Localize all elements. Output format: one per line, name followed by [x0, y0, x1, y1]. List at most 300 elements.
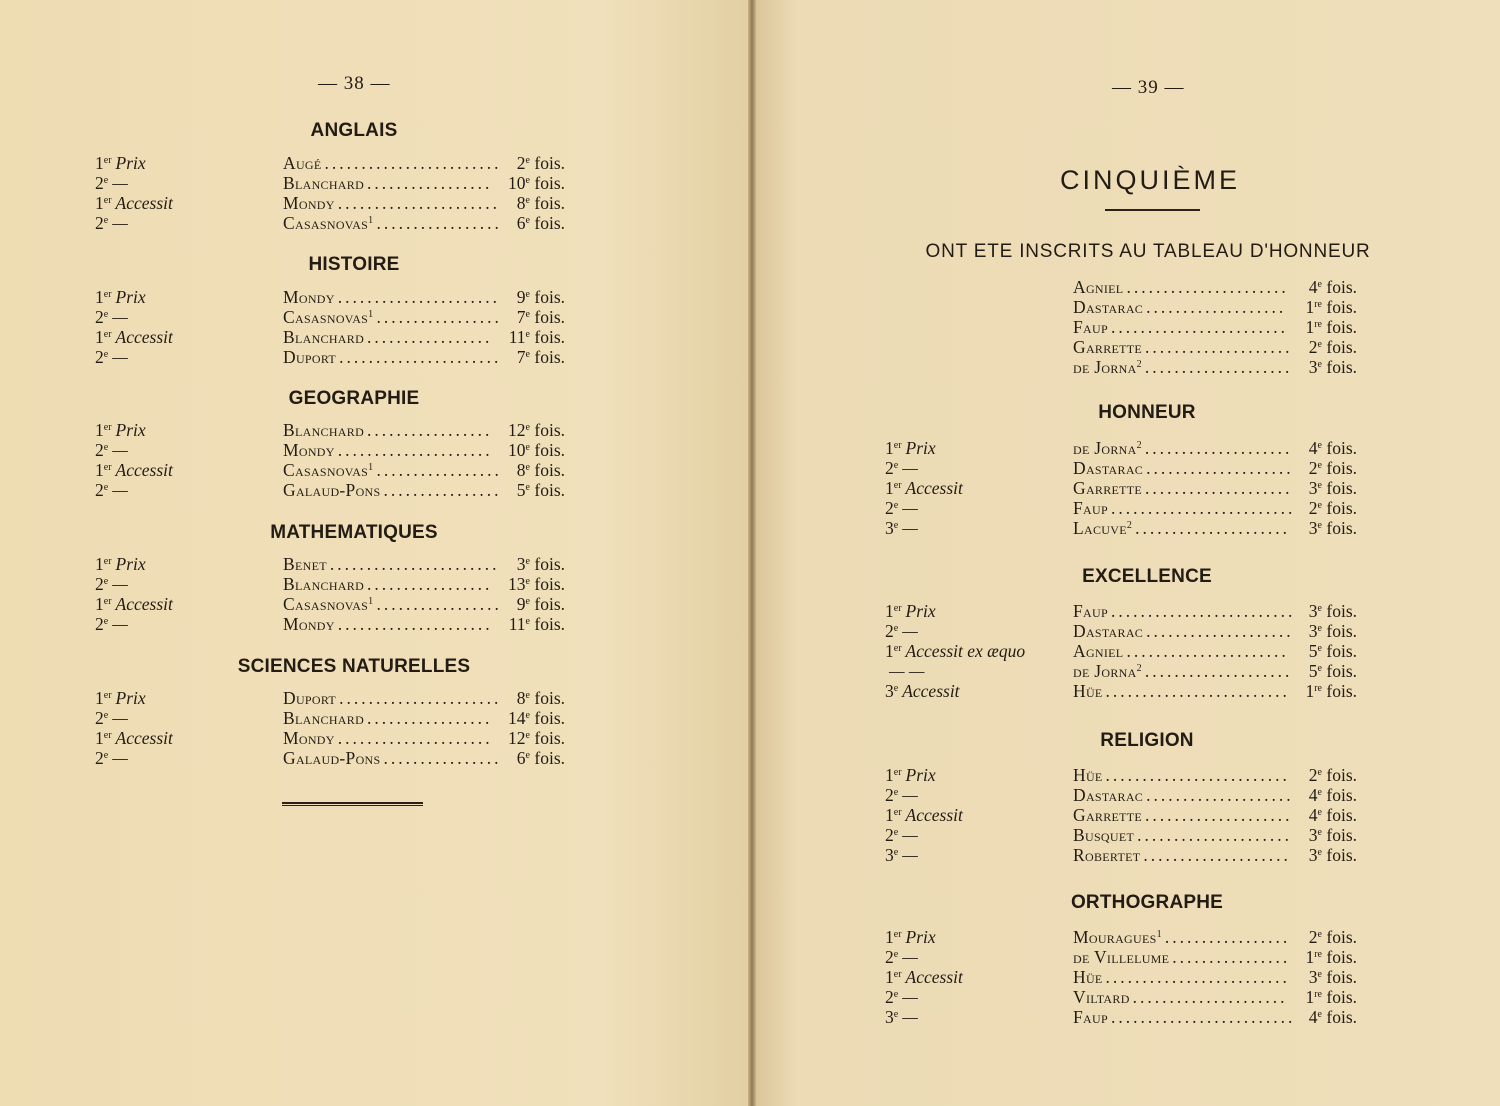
- leader-dots: ......................: [339, 688, 502, 708]
- section-heading: EXCELLENCE: [1082, 566, 1212, 587]
- count-ordinal: e: [1317, 827, 1322, 838]
- leader-dots: .................: [376, 594, 502, 614]
- rank-label: [885, 619, 918, 641]
- leader-dots: ................: [1172, 947, 1291, 967]
- count-number: 2: [1308, 337, 1318, 357]
- rank-type: Prix: [115, 420, 146, 440]
- student-surname: Dastarac: [1073, 785, 1144, 805]
- rank-ordinal: er: [103, 596, 112, 607]
- rank-label: [95, 151, 146, 173]
- rank-number: 1: [95, 460, 104, 480]
- student-surname: Mouragues: [1073, 927, 1157, 947]
- count-word: fois.: [534, 213, 565, 233]
- rank-number: 1: [95, 193, 104, 213]
- count-number: 12: [508, 728, 526, 748]
- times-count: [1309, 355, 1357, 377]
- times-count: [1305, 985, 1357, 1007]
- rank-number: 2: [885, 498, 894, 518]
- count-ordinal: e: [1317, 623, 1322, 634]
- student-surname: Hüe: [1073, 967, 1103, 987]
- count-number: 9: [516, 287, 526, 307]
- prize-row: [0, 275, 1500, 295]
- count-word: fois.: [1326, 438, 1357, 458]
- rank-label: [95, 211, 128, 233]
- prize-row: [0, 679, 1500, 699]
- count-word: fois.: [534, 307, 565, 327]
- count-word: fois.: [1326, 357, 1357, 377]
- student-name: [1073, 763, 1290, 785]
- count-ordinal: e: [525, 616, 530, 627]
- count-word: fois.: [1326, 785, 1357, 805]
- student-name: [1073, 843, 1291, 865]
- leader-dots: .................: [376, 307, 502, 327]
- count-number: 11: [508, 614, 526, 634]
- leader-dots: .....................: [1135, 518, 1291, 538]
- rank-number: 3: [885, 518, 894, 538]
- rank-ordinal: e: [893, 623, 899, 634]
- count-number: 1: [1305, 947, 1315, 967]
- count-number: 4: [1308, 277, 1318, 297]
- count-number: 2: [1308, 765, 1318, 785]
- rank-number: 2: [95, 213, 104, 233]
- student-name: [283, 552, 499, 574]
- leader-dots: .........................: [1105, 765, 1290, 785]
- count-number: 3: [1308, 357, 1318, 377]
- student-surname: de Jorna: [1073, 438, 1137, 458]
- rank-number: 2: [95, 347, 104, 367]
- rank-number: 1: [885, 641, 894, 661]
- count-ordinal: e: [525, 482, 530, 493]
- student-surname: Mondy: [283, 193, 335, 213]
- rank-ordinal: e: [103, 309, 109, 320]
- rank-ordinal: er: [893, 440, 902, 451]
- student-surname: Busquet: [1073, 825, 1135, 845]
- student-surname: Agniel: [1073, 277, 1124, 297]
- times-count: [1309, 925, 1357, 947]
- student-surname: Benet: [283, 554, 327, 574]
- rank-type: —: [902, 1007, 918, 1027]
- section-heading: ORTHOGRAPHE: [1070, 892, 1224, 913]
- count-number: 11: [508, 327, 526, 347]
- rank-number: 2: [95, 614, 104, 634]
- rank-label: [885, 985, 918, 1007]
- count-word: fois.: [1326, 277, 1357, 297]
- rank-label: [885, 823, 918, 845]
- leader-dots: .................: [367, 173, 493, 193]
- rank-type: Accessit: [905, 478, 963, 498]
- count-word: fois.: [1326, 825, 1357, 845]
- count-number: 7: [516, 347, 526, 367]
- count-word: fois.: [534, 728, 565, 748]
- count-ordinal: e: [1317, 339, 1322, 350]
- prize-row: [0, 925, 1500, 945]
- rank-ordinal: er: [103, 195, 112, 206]
- count-word: fois.: [534, 347, 565, 367]
- count-ordinal: e: [525, 750, 530, 761]
- rank-type: Accessit: [115, 460, 173, 480]
- leader-dots: ....................: [1146, 458, 1294, 478]
- student-name: [1073, 335, 1293, 357]
- leader-dots: .................: [367, 574, 493, 594]
- rank-number: 2: [885, 785, 894, 805]
- rank-ordinal: e: [103, 175, 109, 186]
- rank-label: [885, 659, 925, 681]
- rank-label: [885, 599, 936, 621]
- student-surname: Galaud-Pons: [283, 748, 381, 768]
- times-count: [1309, 803, 1357, 825]
- prize-row: [0, 659, 1500, 679]
- student-surname: Garrette: [1073, 337, 1143, 357]
- count-word: fois.: [1326, 337, 1357, 357]
- count-ordinal: e: [525, 442, 530, 453]
- count-ordinal: e: [1317, 440, 1322, 451]
- times-count: [517, 191, 565, 213]
- prize-row: [0, 211, 1500, 231]
- leader-dots: .................: [376, 460, 502, 480]
- prize-row: [0, 823, 1500, 843]
- rank-ordinal: e: [893, 460, 899, 471]
- rank-ordinal: er: [103, 155, 112, 166]
- rank-ordinal: e: [103, 576, 109, 587]
- rank-ordinal: er: [103, 730, 112, 741]
- prize-row: [0, 335, 1500, 355]
- leader-dots: ....................: [1144, 357, 1293, 377]
- rank-number: 1: [885, 478, 894, 498]
- prize-row: [0, 151, 1500, 171]
- times-count: [1309, 335, 1357, 357]
- count-word: fois.: [534, 153, 565, 173]
- count-word: fois.: [1326, 805, 1357, 825]
- count-number: 1: [1305, 681, 1315, 701]
- student-surname: de Jorna: [1073, 661, 1137, 681]
- leader-dots: ....................: [1145, 337, 1293, 357]
- student-surname: Mondy: [283, 287, 335, 307]
- rank-type: Prix: [905, 927, 936, 947]
- rank-number: 1: [885, 438, 894, 458]
- rank-type: Accessit: [905, 805, 963, 825]
- student-surname: Faup: [1073, 317, 1108, 337]
- rank-number: 2: [95, 708, 104, 728]
- rank-ordinal: e: [893, 847, 899, 858]
- student-surname: de Villelume: [1073, 947, 1170, 967]
- count-ordinal: e: [1317, 520, 1322, 531]
- prize-row: [0, 726, 1500, 746]
- rank-label: [885, 516, 918, 538]
- count-word: fois.: [1326, 987, 1357, 1007]
- count-number: 4: [1308, 785, 1318, 805]
- rank-ordinal: er: [103, 690, 112, 701]
- prize-row: [0, 516, 1500, 536]
- rank-number: 1: [885, 927, 894, 947]
- count-ordinal: e: [1317, 807, 1322, 818]
- student-surname: Blanchard: [283, 708, 365, 728]
- student-name: [1073, 985, 1288, 1007]
- rank-number: 1: [95, 728, 104, 748]
- times-count: [1309, 1005, 1357, 1027]
- count-number: 14: [508, 708, 526, 728]
- rank-ordinal: er: [893, 767, 902, 778]
- student-surname: Faup: [1073, 498, 1108, 518]
- leader-dots: ......................: [339, 347, 502, 367]
- count-ordinal: e: [1317, 663, 1322, 674]
- count-word: fois.: [534, 287, 565, 307]
- leader-dots: .....................: [337, 440, 493, 460]
- rank-type: —: [112, 708, 128, 728]
- count-word: fois.: [1326, 641, 1357, 661]
- rank-ordinal: e: [893, 1009, 899, 1020]
- footnote-mark: 2: [1136, 440, 1142, 451]
- count-word: fois.: [534, 480, 565, 500]
- student-surname: Casasnovas: [283, 594, 369, 614]
- rank-number: 1: [95, 153, 104, 173]
- rank-ordinal: er: [103, 462, 112, 473]
- count-number: 3: [1308, 478, 1318, 498]
- leader-dots: ......................: [1126, 277, 1289, 297]
- rank-ordinal: e: [103, 750, 109, 761]
- student-surname: Faup: [1073, 1007, 1108, 1027]
- times-count: [1309, 619, 1357, 641]
- rank-number: 1: [95, 594, 104, 614]
- count-word: fois.: [1326, 297, 1357, 317]
- leader-dots: .................: [1164, 927, 1291, 947]
- count-word: fois.: [534, 748, 565, 768]
- count-ordinal: e: [1317, 767, 1322, 778]
- count-number: 8: [516, 460, 526, 480]
- student-surname: Garrette: [1073, 478, 1143, 498]
- student-surname: Blanchard: [283, 574, 365, 594]
- student-name: [1073, 599, 1295, 621]
- footnote-mark: 1: [368, 215, 374, 226]
- count-number: 3: [1308, 621, 1318, 641]
- count-number: 10: [508, 173, 526, 193]
- student-name: [1073, 803, 1293, 825]
- count-ordinal: e: [1317, 279, 1322, 290]
- count-word: fois.: [534, 440, 565, 460]
- student-surname: Mondy: [283, 614, 335, 634]
- count-ordinal: re: [1314, 989, 1322, 1000]
- count-word: fois.: [534, 460, 565, 480]
- rank-label: [885, 496, 918, 518]
- rank-ordinal: e: [103, 442, 109, 453]
- count-number: 1: [1305, 317, 1315, 337]
- count-number: 3: [1308, 825, 1318, 845]
- class-title: CINQUIÈME: [1059, 165, 1241, 195]
- leader-dots: ....................: [1144, 661, 1293, 681]
- student-surname: Mondy: [283, 728, 335, 748]
- student-name: [1073, 456, 1294, 478]
- count-number: 3: [1308, 518, 1318, 538]
- times-count: [1309, 843, 1357, 865]
- count-word: fois.: [534, 420, 565, 440]
- rank-type: Prix: [905, 765, 936, 785]
- leader-dots: .....................: [1137, 825, 1292, 845]
- student-surname: Hüe: [1073, 681, 1103, 701]
- count-number: 1: [1305, 987, 1315, 1007]
- rank-number: 2: [885, 458, 894, 478]
- rank-type: —: [112, 213, 128, 233]
- rank-ordinal: e: [893, 949, 899, 960]
- footnote-mark: 1: [368, 462, 374, 473]
- count-number: 4: [1308, 805, 1318, 825]
- leader-dots: .....................: [337, 728, 493, 748]
- count-ordinal: e: [1317, 643, 1322, 654]
- footnote-mark: 2: [1126, 520, 1133, 531]
- count-word: fois.: [1326, 927, 1357, 947]
- count-word: fois.: [534, 193, 565, 213]
- honor-roll-heading: ONT ETE INSCRITS AU TABLEAU D'HONNEUR: [925, 241, 1371, 262]
- prize-row: [0, 639, 1500, 659]
- rank-number: 3: [885, 845, 894, 865]
- student-name: [1073, 295, 1286, 317]
- count-number: 3: [1308, 967, 1318, 987]
- times-count: [1309, 659, 1357, 681]
- prize-row: [0, 315, 1500, 335]
- leader-dots: .......................: [329, 554, 500, 574]
- student-name: [1073, 823, 1292, 845]
- leader-dots: ................: [383, 480, 502, 500]
- rank-label: [885, 456, 918, 478]
- student-name: [1073, 516, 1290, 538]
- count-ordinal: e: [525, 710, 530, 721]
- footnote-mark: 1: [368, 309, 374, 320]
- prize-row: [0, 456, 1500, 476]
- rank-ordinal: er: [893, 969, 902, 980]
- prize-row: [0, 965, 1500, 985]
- rank-ordinal: er: [893, 603, 902, 614]
- times-count: [1309, 783, 1357, 805]
- count-ordinal: e: [1317, 787, 1322, 798]
- prize-row: [0, 552, 1500, 572]
- count-ordinal: e: [525, 349, 530, 360]
- count-number: 5: [516, 480, 526, 500]
- student-name: [1073, 945, 1290, 967]
- count-number: 13: [508, 574, 526, 594]
- student-name: [283, 191, 500, 213]
- prize-row: [0, 783, 1500, 803]
- rank-number: 2: [95, 173, 104, 193]
- student-name: [1073, 679, 1290, 701]
- count-number: 4: [1308, 1007, 1318, 1027]
- times-count: [508, 726, 565, 748]
- times-count: [1309, 763, 1357, 785]
- times-count: [1309, 456, 1357, 478]
- count-ordinal: e: [1317, 359, 1322, 370]
- student-name: [283, 211, 502, 233]
- rank-type: Prix: [905, 438, 936, 458]
- count-number: 8: [516, 193, 526, 213]
- rank-ordinal: e: [103, 349, 109, 360]
- prize-row: [0, 843, 1500, 863]
- page-number-left: — 38 —: [318, 73, 391, 94]
- student-surname: de Jorna: [1073, 357, 1137, 377]
- student-name: [1073, 1005, 1295, 1027]
- leader-dots: .....................: [1132, 987, 1288, 1007]
- leader-dots: .........................: [1105, 967, 1290, 987]
- section-heading: HONNEUR: [1098, 402, 1196, 423]
- prize-row: [0, 171, 1500, 191]
- times-count: [1309, 275, 1357, 297]
- student-surname: Casasnovas: [283, 213, 369, 233]
- times-count: [1309, 965, 1357, 987]
- count-number: 6: [516, 748, 526, 768]
- count-ordinal: e: [525, 422, 530, 433]
- rank-number: 1: [95, 420, 104, 440]
- rank-label: [95, 191, 173, 213]
- student-name: [283, 726, 493, 748]
- count-ordinal: e: [525, 730, 530, 741]
- count-word: fois.: [534, 173, 565, 193]
- leader-dots: ....................: [1146, 621, 1294, 641]
- count-word: fois.: [534, 594, 565, 614]
- times-count: [517, 211, 565, 233]
- rank-type: —: [902, 825, 918, 845]
- student-surname: Blanchard: [283, 420, 365, 440]
- count-number: 2: [1308, 458, 1318, 478]
- count-ordinal: e: [1317, 460, 1322, 471]
- prize-row: [0, 476, 1500, 496]
- rank-ordinal: er: [893, 643, 902, 654]
- count-number: 2: [516, 153, 526, 173]
- count-ordinal: e: [525, 556, 530, 567]
- leader-dots: ......................: [337, 287, 500, 307]
- rank-label: [885, 843, 918, 865]
- student-surname: Blanchard: [283, 173, 365, 193]
- rank-ordinal: e: [893, 827, 899, 838]
- count-word: fois.: [1326, 967, 1357, 987]
- student-name: [1073, 275, 1289, 297]
- rank-label: [95, 552, 146, 574]
- rank-number: 2: [885, 947, 894, 967]
- count-ordinal: e: [525, 462, 530, 473]
- student-name: [1073, 476, 1293, 498]
- count-word: fois.: [1326, 681, 1357, 701]
- rank-label: [885, 925, 936, 947]
- leader-dots: .........................: [1105, 681, 1290, 701]
- rank-type: —: [902, 845, 918, 865]
- rank-number: 2: [95, 574, 104, 594]
- leader-dots: ................: [383, 748, 502, 768]
- count-word: fois.: [1326, 765, 1357, 785]
- student-name: [1073, 659, 1292, 681]
- times-count: [1309, 823, 1357, 845]
- student-surname: Casasnovas: [283, 460, 369, 480]
- rank-ordinal: e: [893, 787, 899, 798]
- leader-dots: .................: [376, 213, 502, 233]
- student-surname: Viltard: [1073, 987, 1130, 1007]
- prize-row: [0, 985, 1500, 1005]
- leader-dots: ...................: [1146, 297, 1287, 317]
- count-ordinal: e: [525, 329, 530, 340]
- prize-row: [0, 599, 1500, 619]
- leader-dots: .....................: [337, 614, 493, 634]
- count-word: fois.: [1326, 1007, 1357, 1027]
- leader-dots: .................: [367, 327, 493, 347]
- student-surname: Garrette: [1073, 805, 1143, 825]
- rank-number: 1: [885, 601, 894, 621]
- rank-ordinal: e: [103, 482, 109, 493]
- count-ordinal: e: [1317, 603, 1322, 614]
- student-surname: Faup: [1073, 601, 1108, 621]
- rank-type: —: [112, 173, 128, 193]
- count-word: fois.: [1326, 458, 1357, 478]
- rank-type: Prix: [115, 287, 146, 307]
- rank-number: 2: [885, 825, 894, 845]
- times-count: [1309, 436, 1357, 458]
- prize-row: [0, 295, 1500, 315]
- leader-dots: .........................: [1110, 1007, 1296, 1027]
- leader-dots: ....................: [1146, 785, 1294, 805]
- student-surname: Augé: [283, 153, 322, 173]
